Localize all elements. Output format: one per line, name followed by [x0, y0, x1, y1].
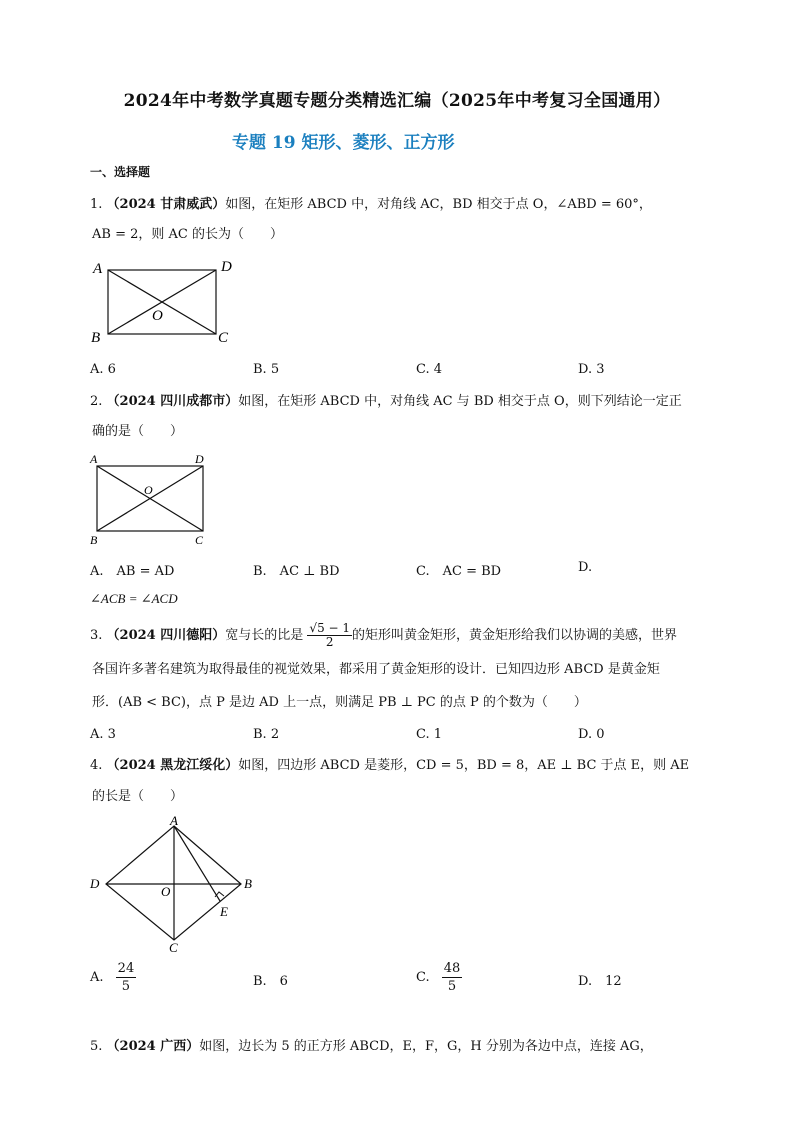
q2-option-d[interactable]: D.	[578, 560, 593, 575]
q4-option-d[interactable]: D. 12	[578, 974, 622, 989]
q1-rectangle-figure	[88, 256, 248, 348]
question-3-line-1	[90, 622, 677, 650]
label-b: B	[244, 876, 252, 891]
question-2-line-1	[90, 394, 682, 410]
q3-option-a[interactable]: A. 3	[90, 727, 116, 742]
label-d: D	[90, 876, 100, 891]
question-source: （2024 四川成都市）	[106, 394, 239, 409]
question-3-line-3: 形．(AB < BC)，点 P 是边 AD 上一点，则满足 PB ⊥ PC 的点 P 的个数为（ ）	[92, 695, 587, 710]
question-source: （2024 广西）	[106, 1039, 200, 1054]
label-b: B	[90, 533, 98, 547]
label-a: A	[170, 813, 178, 828]
question-2-line-2: 确的是（ ）	[92, 424, 184, 439]
altitude-ae	[174, 826, 220, 901]
q1-option-c[interactable]: C. 4	[416, 362, 443, 377]
question-text-pre: 宽与长的比是	[225, 628, 304, 643]
question-source: （2024 四川德阳）	[106, 628, 226, 643]
label-a: A	[93, 261, 103, 277]
q4-rhombus-figure	[86, 812, 262, 954]
q1-option-b[interactable]: B. 5	[253, 362, 280, 377]
question-number: 3.	[90, 628, 103, 643]
label-c: C	[195, 533, 204, 547]
label-c: C	[218, 330, 229, 346]
question-5-line-1	[90, 1039, 653, 1055]
fraction-48-5: $\frac{48}{5}$	[443, 961, 461, 994]
q2-option-d-content: ∠ACB = ∠ACD	[90, 591, 178, 606]
question-1-line-2: AB = 2，则 AC 的长为（ ）	[92, 227, 283, 242]
question-number: 5.	[90, 1039, 103, 1054]
q2-rectangle-figure	[88, 450, 218, 548]
document-title: 2024年中考数学真题专题分类精选汇编（2025年中考复习全国通用）	[123, 91, 671, 111]
golden-ratio-fraction: $\frac{√5 - 1}{2}$	[309, 621, 351, 649]
question-text: 如图，四边形 ABCD 是菱形，CD = 5，BD = 8，AE ⊥ BC 于点 E，则 AE	[238, 758, 690, 773]
label-c: C	[169, 940, 178, 954]
q2-option-a[interactable]: A. AB = AD	[90, 564, 175, 579]
label-o: O	[144, 483, 153, 497]
question-source: （2024 黑龙江绥化）	[106, 758, 239, 773]
q2-option-c[interactable]: C. AC = BD	[416, 564, 502, 579]
q1-option-a[interactable]: A. 6	[90, 362, 116, 377]
q4-option-c[interactable]: C. $\frac{48}{5}$	[416, 961, 461, 994]
question-number: 1.	[90, 197, 103, 212]
label-o: O	[161, 884, 171, 899]
q4-option-a[interactable]: A. $\frac{24}{5}$	[90, 961, 135, 994]
q4-option-b[interactable]: B. 6	[253, 974, 288, 989]
question-text: 如图，在矩形 ABCD 中，对角线 AC，BD 相交于点 O，∠ABD = 60°，	[225, 197, 652, 212]
q3-option-d[interactable]: D. 0	[578, 727, 605, 742]
question-4-line-2: 的长是（ ）	[92, 789, 184, 804]
question-1-line-1	[90, 197, 652, 213]
question-text: 如图，边长为 5 的正方形 ABCD，E，F，G，H 分别为各边中点，连接 AG，	[199, 1039, 653, 1054]
label-d: D	[221, 259, 232, 275]
q3-option-b[interactable]: B. 2	[253, 727, 280, 742]
question-number: 4.	[90, 758, 103, 773]
question-number: 2.	[90, 394, 103, 409]
fraction-24-5: $\frac{24}{5}$	[117, 961, 135, 994]
label-d: D	[195, 452, 204, 466]
label-a: A	[90, 452, 98, 466]
question-3-line-2: 各国许多著名建筑为取得最佳的视觉效果，都采用了黄金矩形的设计．已知四边形 ABCD 是黄金矩	[92, 662, 660, 677]
q3-option-c[interactable]: C. 1	[416, 727, 443, 742]
question-text-post: 的矩形叫黄金矩形，黄金矩形给我们以协调的美感，世界	[352, 628, 678, 643]
question-source: （2024 甘肃威武）	[106, 197, 226, 212]
label-o: O	[152, 308, 163, 324]
topic-subtitle: 专题 19 矩形、菱形、正方形	[232, 133, 455, 153]
question-4-line-1	[90, 758, 689, 774]
q2-option-b[interactable]: B. AC ⊥ BD	[253, 564, 340, 579]
question-text: 如图，在矩形 ABCD 中，对角线 AC 与 BD 相交于点 O，则下列结论一定正	[238, 394, 682, 409]
q1-option-d[interactable]: D. 3	[578, 362, 605, 377]
section-heading: 一、选择题	[90, 165, 151, 179]
label-e: E	[220, 904, 228, 919]
label-b: B	[91, 330, 101, 346]
